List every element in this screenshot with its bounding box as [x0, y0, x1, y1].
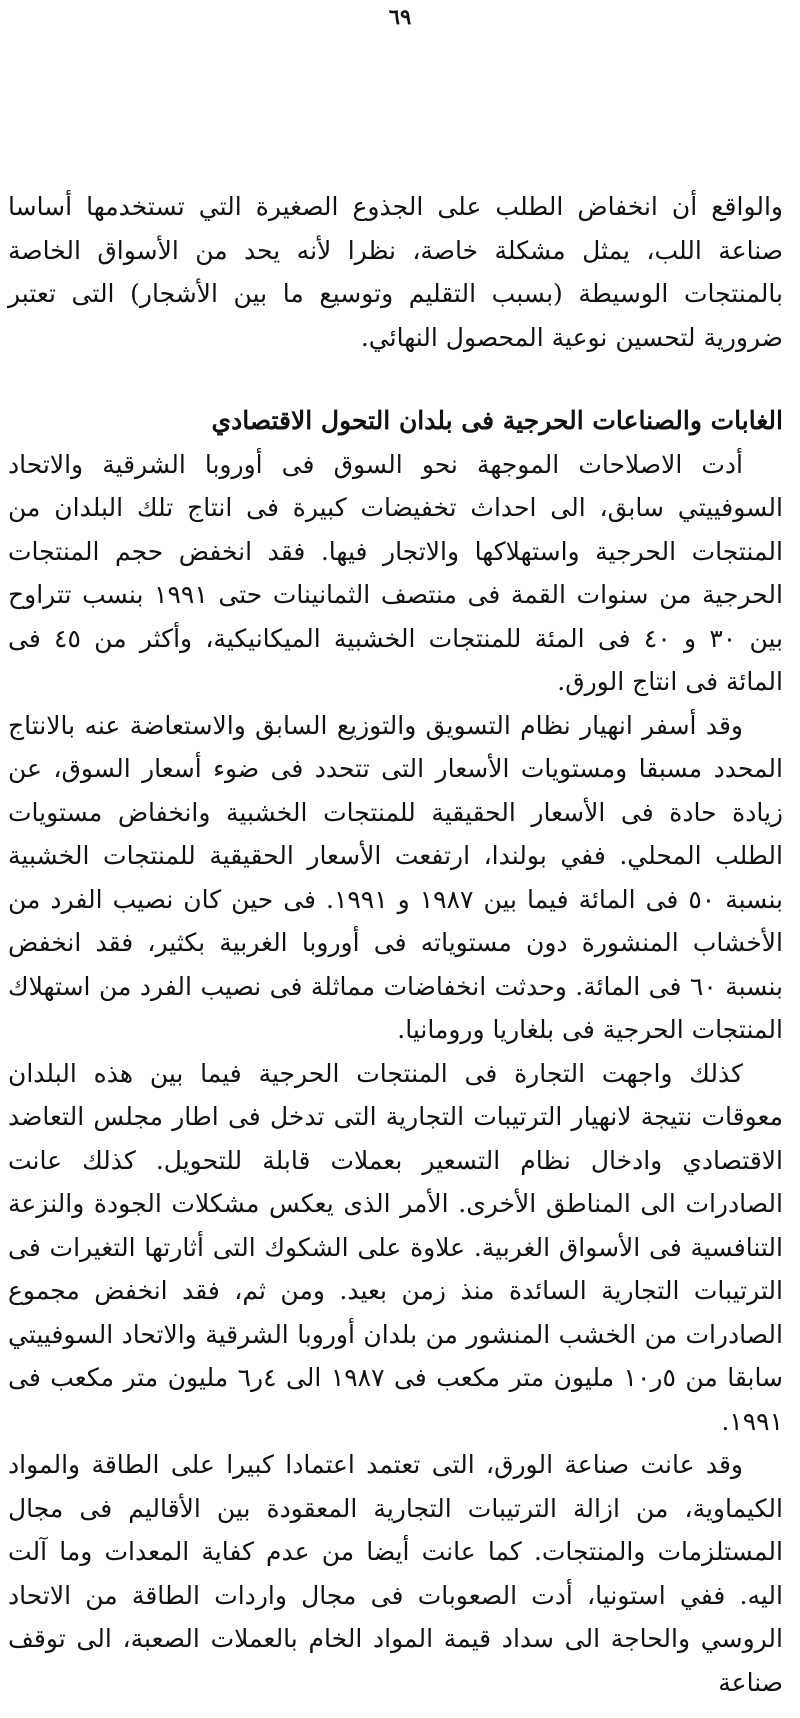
paragraph-paper-industry: وقد عانت صناعة الورق، التى تعتمد اعتمادا كبيرا على الطاقة والمواد الكيماوية، من ازالة الترتيبات التجارية المعقودة بين الأقاليم فى مجال المستلزمات والمنتجات. كما عانت أيضا من عدم كفاية المعدات وما آلت اليه. ففي استونيا، أدت الصعوبات فى مجال واردات الطاقة من الاتحاد الروسي والحاجة الى سداد قيمة المواد الخام بالعملات الصعبة، الى توقف صناعة	[8, 1450, 783, 1697]
page-number: ٦٩	[388, 4, 412, 29]
paragraph-reforms: أدت الاصلاحات الموجهة نحو السوق فى أوروبا الشرقية والاتحاد السوفييتي سابق، الى احداث تخفيضات كبيرة فى انتاج تلك البلدان من المنتجات الحرجية واستهلاكها والاتجار فيها. فقد انخفض حجم المنتجات الحرجية من سنوات القمة فى منتصف الثمانينات حتى ١٩٩١ بنسب تتراوح بين ٣٠ و ٤٠ فى المئة للمنتجات الخشبية الميكانيكية، وأكثر من ٤٥ فى المائة فى انتاج الورق.	[8, 449, 783, 696]
intro-paragraph: والواقع أن انخفاض الطلب على الجذوع الصغيرة التي تستخدمها أساسا صناعة اللب، يمثل مشكلة خاصة، نظرا لأنه يحد من الأسواق الخاصة بالمنتجات الوسيطة (بسبب التقليم وتوسيع ما بين الأشجار) التى تعتبر ضرورية لتحسين نوعية المحصول النهائي.	[8, 192, 783, 352]
paragraph-prices: وقد أسفر انهيار نظام التسويق والتوزيع السابق والاستعاضة عنه بالانتاج المحدد مسبقا ومستويات الأسعار التى تتحدد فى ضوء أسعار السوق، عن زيادة حادة فى الأسعار الحقيقية للمنتجات الخشبية وانخفاض مستويات الطلب المحلي. ففي بولندا، ارتفعت الأسعار الحقيقية للمنتجات الخشبية بنسبة ٥٠ فى المائة فيما بين ١٩٨٧ و ١٩٩١. فى حين كان نصيب الفرد من الأخشاب المنشورة دون مستوياته فى أوروبا الغربية بكثير، فقد انخفض بنسبة ٦٠ فى المائة. وحدثت انخفاضات مماثلة فى نصيب الفرد من استهلاك المنتجات الحرجية فى بلغاريا ورومانيا.	[8, 710, 784, 1044]
section-heading: الغابات والصناعات الحرجية فى بلدان التحول الاقتصادي	[211, 406, 783, 435]
paragraph-trade: كذلك واجهت التجارة فى المنتجات الحرجية فيما بين هذه البلدان معوقات نتيجة لانهيار الترتيبات التجارية التى تدخل فى اطار مجلس التعاضد الاقتصادي وادخال نظام التسعير بعملات قابلة للتحويل. كذلك عانت الصادرات الى المناطق الأخرى. الأمر الذى يعكس مشكلات الجودة والنزعة التنافسية فى الأسواق الغربية. علاوة على الشكوك التى أثارتها التغيرات فى الترتيبات التجارية السائدة منذ زمن بعيد. ومن ثم، فقد انخفض مجموع الصادرات من الخشب المنشور من بلدان أوروبا الشرقية والاتحاد السوفييتي سابقا من ٥ر١٠ مليون متر مكعب فى ١٩٨٧ الى ٤ر٦ مليون متر مكعب فى ١٩٩١.	[8, 1058, 784, 1436]
document-body	[8, 185, 783, 1704]
